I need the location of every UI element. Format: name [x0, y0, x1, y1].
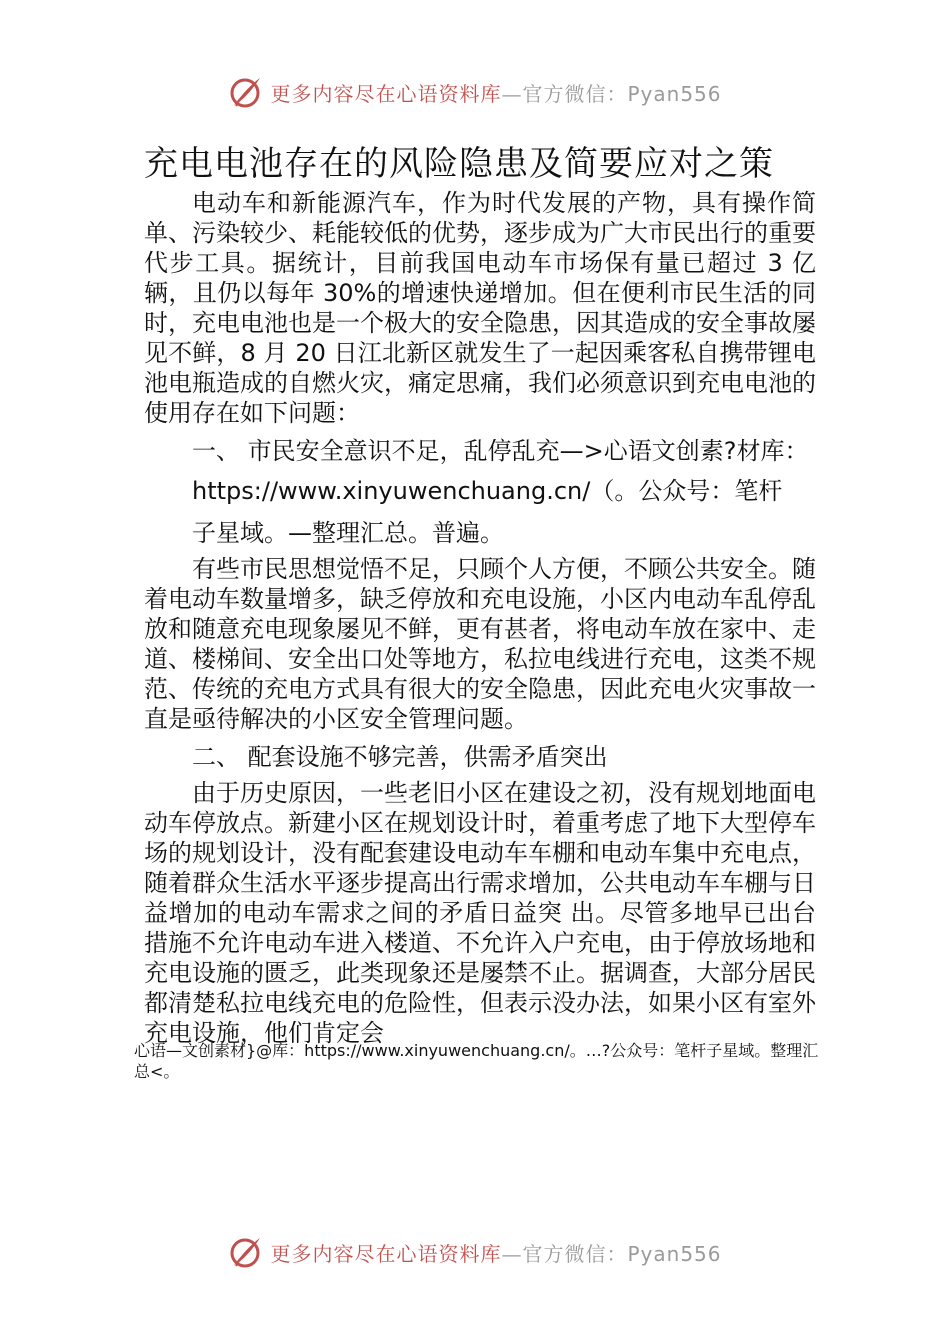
section-heading-1: 一、 市民安全意识不足，乱停乱充—>心语文创素?材库： — [192, 437, 809, 465]
banner-text: 更多内容尽在心语资料库 — [270, 81, 502, 106]
document-title: 充电电池存在的风险隐患及简要应对之策 — [144, 144, 774, 184]
banner-wechat-id: Pyan556 — [627, 81, 722, 106]
quill-logo-icon — [228, 75, 262, 109]
banner-wechat-id: Pyan556 — [627, 1241, 722, 1266]
intro-paragraph: 电动车和新能源汽车，作为时代发展的产物，具有操作简单、污染较少、耗能较低的优势，逐步成为广大市民出行的重要代步工具。据统计，目前我国电动车市场保有量已超过 3 亿辆，且仍以每年 30%的增速快递增加。但在便利市民生活的同时，充电电池也是一个极大的安全隐患，因其造成的安全事故屡见不鲜，8 月 20 日江北新区就发生了一起因乘客私自携带锂电池电瓶造成的自燃火灾，痛定思痛，我们必须意识到充电电池的使用存在如下问题： — [144, 189, 816, 427]
header-banner — [0, 72, 950, 112]
quill-logo-icon — [228, 1235, 262, 1269]
document-body — [144, 188, 816, 1048]
link-line-2: 子星域。—整理汇总。普遍。 — [192, 519, 504, 547]
link-line-1: https://www.xinyuwenchuang.cn/（。公众号：笔杆 — [192, 477, 783, 505]
section-heading-2: 二、 配套设施不够完善，供需矛盾突出 — [192, 743, 608, 771]
paragraph-1: 有些市民思想觉悟不足，只顾个人方便，不顾公共安全。随着电动车数量增多，缺乏停放和充电设施，小区内电动车乱停乱放和随意充电现象屡见不鲜，更有甚者，将电动车放在家中、走道、楼梯间、安全出口处等地方，私拉电线进行充电，这类不规范、传统的充电方式具有很大的安全隐患，因此充电火灾事故一直是亟待解决的小区安全管理问题。 — [144, 555, 816, 733]
banner-separator: —官方微信： — [501, 1241, 628, 1266]
paragraph-2: 由于历史原因，一些老旧小区在建设之初，没有规划地面电动车停放点。新建小区在规划设计时，着重考虑了地下大型停车场的规划设计，没有配套建设电动车车棚和电动车集中充电点，随着群众生活水平逐步提高出行需求增加，公共电动车车棚与日益增加的电动车需求之间的矛盾日益突 出。尽管多地早已出台措施不允许电动车进入楼道、不允许入户充电，由于停放场地和充电设施的匮乏，此类现象还是屡禁不止。据调查，大部分居民都清楚私拉电线充电的危险性，但表示没办法，如果小区有室外充电设施，他们肯定会 — [144, 779, 816, 1047]
banner-text: 更多内容尽在心语资料库 — [270, 1241, 502, 1266]
footer-banner — [0, 1232, 950, 1272]
banner-separator: —官方微信： — [501, 81, 628, 106]
footnote: 心语—文创素材}@库：https://www.xinyuwenchuang.cn/。…?公众号：笔杆子星域。整理汇总<。 — [134, 1041, 819, 1081]
